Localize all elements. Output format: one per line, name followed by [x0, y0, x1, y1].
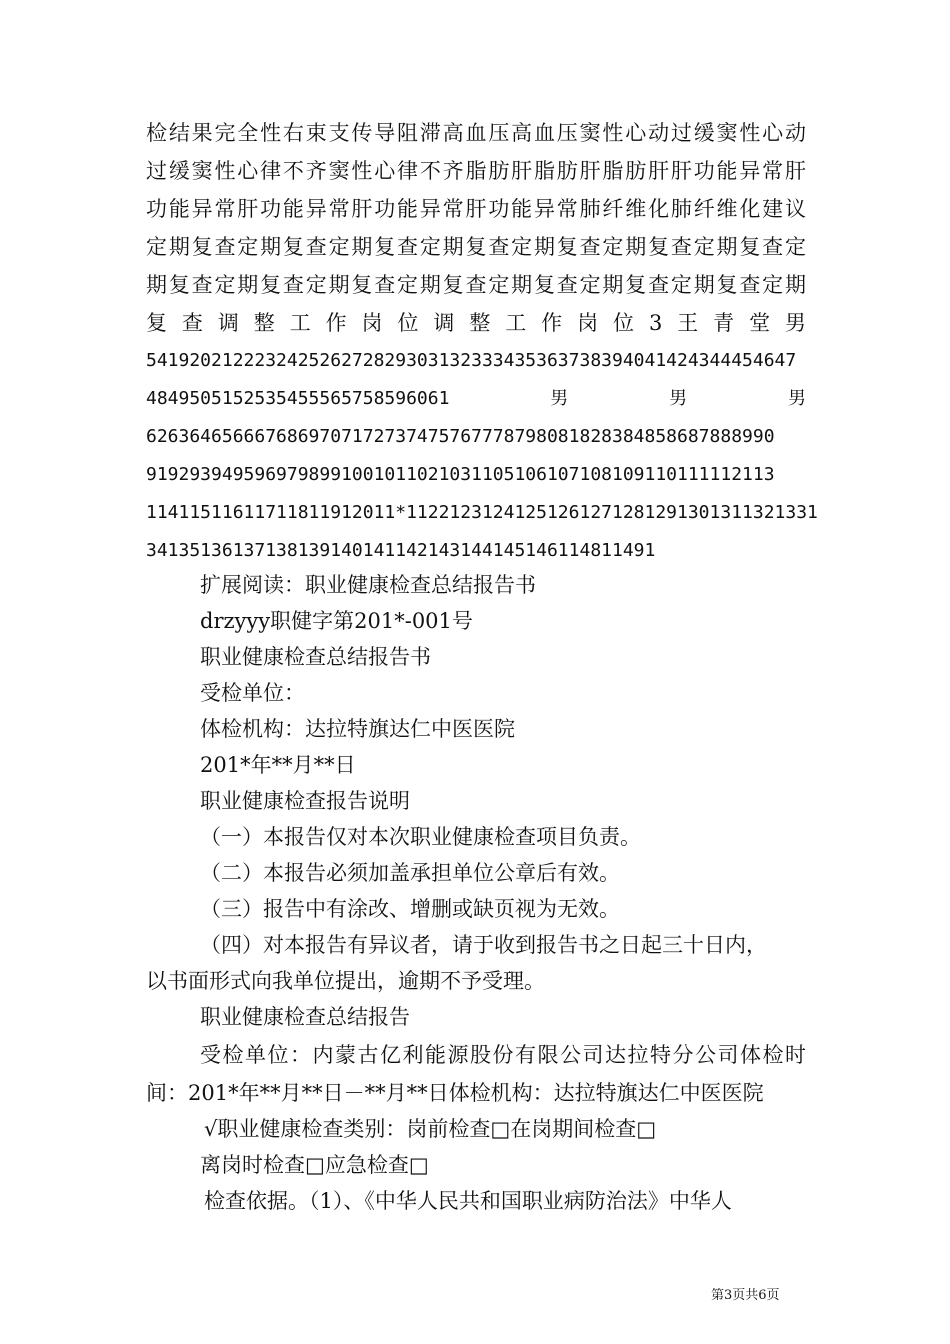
- report-notes-title: 职业健康检查报告说明: [200, 789, 410, 813]
- exam-category-line-continued: 离岗时检查□应急检查□: [200, 1153, 429, 1177]
- body-line: 定期复查定期复查定期复查定期复查定期复查定期复查定期复查定: [146, 235, 806, 259]
- body-line: 11411511611711811912011*11221231241251261271281291301311321331: [146, 502, 818, 523]
- body-line: 功能异常肝功能异常肝功能异常肝功能异常肺纤维化肺纤维化建议: [146, 197, 806, 221]
- body-line: 复查调整工作岗位调整工作岗位3王青堂男: [146, 311, 806, 335]
- note-item: （四）对本报告有异议者，请于收到报告书之日起三十日内，: [200, 933, 767, 957]
- summary-report-title: 职业健康检查总结报告: [200, 1005, 410, 1029]
- document-number: drzyyy职健字第201*-001号: [200, 609, 473, 633]
- summary-unit-line: 受检单位：内蒙古亿利能源股份有限公司达拉特分公司体检时: [200, 1043, 806, 1067]
- page-footer: 第3页共6页: [711, 1288, 780, 1303]
- note-item-continued: 以书面形式向我单位提出，逾期不予受理。: [146, 969, 545, 993]
- body-line: 4849505152535455565758596061男男男: [146, 388, 806, 409]
- exam-basis-line: 检查依据。（1）、《中华人民共和国职业病防治法》中华人: [204, 1189, 732, 1213]
- body-line: 541920212223242526272829303132333435363738394041424344454647: [146, 350, 797, 371]
- body-line: 检结果完全性右束支传导阻滞高血压高血压窦性心动过缓窦性心动: [146, 121, 806, 145]
- note-item: （一）本报告仅对本次职业健康检查项目负责。: [200, 825, 641, 849]
- note-item: （二）本报告必须加盖承担单位公章后有效。: [200, 861, 620, 885]
- extended-reading-heading: 扩展阅读：职业健康检查总结报告书: [200, 573, 536, 597]
- report-title: 职业健康检查总结报告书: [200, 645, 431, 669]
- inspected-unit: 受检单位：: [200, 681, 305, 705]
- body-line: 过缓窦性心律不齐窦性心律不齐脂肪肝脂肪肝脂肪肝肝功能异常肝: [146, 159, 806, 183]
- report-date: 201*年**月**日: [200, 753, 356, 777]
- body-line: 6263646566676869707172737475767778798081828384858687888990: [146, 426, 775, 447]
- exam-category-line: √职业健康检查类别：岗前检查□在岗期间检查□: [204, 1117, 657, 1141]
- body-line: 34135136137138139140141142143144145146114811491: [146, 540, 656, 561]
- body-line: 期复查定期复查定期复查定期复查定期复查定期复查定期复查定期: [146, 273, 806, 297]
- note-item: （三）报告中有涂改、增删或缺页视为无效。: [200, 897, 620, 921]
- exam-institution: 体检机构：达拉特旗达仁中医医院: [200, 717, 515, 741]
- body-line: 9192939495969798991001011021031105106107108109110111112113: [146, 464, 775, 485]
- summary-time-line: 间：201*年**月**日－**月**日体检机构：达拉特旗达仁中医医院: [146, 1081, 764, 1105]
